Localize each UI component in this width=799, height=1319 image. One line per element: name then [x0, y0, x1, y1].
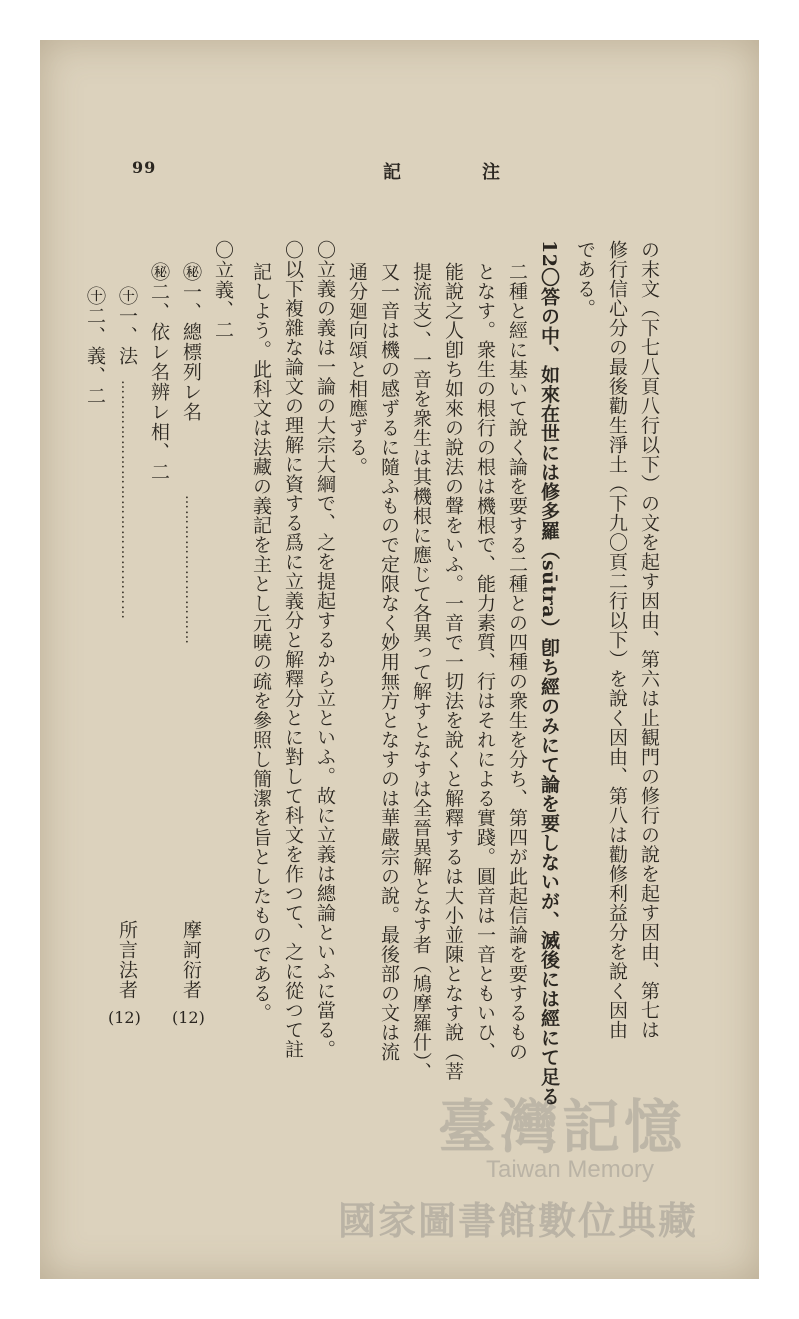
- watermark-chinese: 國家圖書館數位典藏: [338, 1198, 699, 1243]
- outline-target: 摩訶衍者: [180, 920, 202, 1000]
- outline-item-label: ㊙二、依レ名辨レ相、二: [148, 262, 170, 482]
- body-column: 記しよう。此科文は法藏の義記を主とし元曉の疏を參照し簡潔を旨としたものである。: [250, 262, 272, 1023]
- body-column: 能說之人卽ち如來の說法の聲をいふ。一音で一切法を說くと解釋するは大小並陳となす說（菩: [442, 262, 464, 1081]
- body-column: となす。衆生の根行の根は機根で、能力素質、行はそれによる實踐。圓音は一音ともいひ、: [474, 262, 496, 1062]
- body-column: である。: [574, 240, 596, 318]
- outline-leader: …………………………………………: [118, 380, 134, 620]
- body-column: の末文（下七八頁八行以下）の文を起す因由、第六は止観門の修行の說を起す因由、第七は: [638, 240, 660, 1040]
- running-header-left: 記: [383, 162, 401, 183]
- body-column: 二種と經に基いて說く論を要する二種との四種の衆生を分ち、第四が此起信論を要するもの: [506, 262, 528, 1062]
- outline-leader: …………………………: [182, 495, 198, 645]
- watermark-seal: 臺灣記憶: [438, 1093, 687, 1161]
- outline-item-label: ㊉二、義、二: [84, 286, 106, 406]
- running-header-right: 注: [482, 162, 500, 183]
- outline-item-label: ㊉一、法: [116, 286, 138, 366]
- body-column: 通分廻向頌と相應ずる。: [346, 262, 368, 477]
- outline-target: 所言法者: [116, 920, 138, 1000]
- book-page: [40, 40, 759, 1279]
- body-column: 12〇答の中、如來在世には修多羅（sūtra）卽ち經のみにて論を要しないが、滅後には經にて足る: [538, 240, 560, 1106]
- outline-root: 〇立義、二: [212, 240, 234, 340]
- outline-ref: (12): [172, 1008, 205, 1027]
- body-column: 〇立義の義は一論の大宗大綱で、之を提起するから立といふ。故に立義は總論といふに當る。: [314, 240, 336, 1059]
- outline-ref: (12): [108, 1008, 141, 1027]
- watermark-english: Taiwan Memory: [486, 1156, 655, 1183]
- outline-item-label: ㊙一、總標列レ名: [180, 262, 202, 422]
- page-number: 99: [132, 158, 157, 177]
- body-column: 〇以下複雜な論文の理解に資する爲に立義分と解釋分とに對して科文を作つて、之に從つて註: [282, 240, 304, 1059]
- body-column: 修行信心分の最後勸生淨土（下九〇頁二行以下）を說く因由、第八は勸修利益分を說く因由: [606, 240, 628, 1040]
- body-column: 提流支）、一音を衆生は其機根に應じて各異って解すとなすは全晉異解となす者（鳩摩羅什）、: [410, 262, 432, 1082]
- body-column: 又一音は機の感ずるに隨ふもので定限なく妙用無方となすのは華嚴宗の說。最後部の文は流: [378, 262, 400, 1062]
